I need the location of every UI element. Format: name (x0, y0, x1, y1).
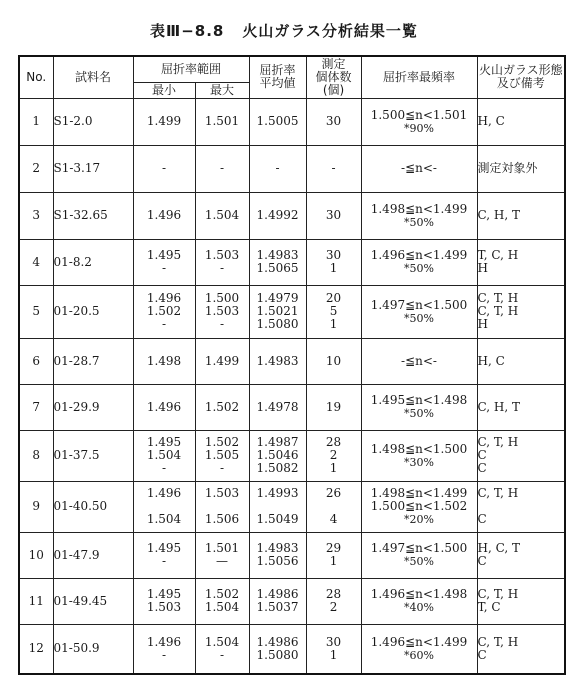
cell-mean (249, 239, 306, 285)
cell-count-line: 1 (329, 317, 338, 331)
cell-min (133, 532, 195, 578)
cell-form-line: T, C, H (477, 248, 519, 262)
cell-min (133, 285, 195, 338)
cell-form-line: C, T, H (477, 291, 519, 305)
cell-mode-line: *60% (404, 648, 434, 662)
cell-min-line: 1.496 (146, 486, 182, 500)
cell-max-line: 1.502 (204, 435, 240, 449)
cell-count-line: 30 (325, 248, 342, 262)
table-row (19, 481, 565, 532)
cell-no: 9 (19, 481, 53, 532)
table-row (19, 285, 565, 338)
cell-count-line: 20 (325, 291, 342, 305)
cell-count-line: 30 (325, 208, 342, 222)
cell-mean-line: 1.5046 (256, 448, 299, 462)
cell-min-line: 1.498 (146, 353, 182, 368)
cell-mean-line: 1.4986 (256, 587, 299, 601)
cell-min-line: 1.495 (146, 587, 182, 601)
header-form (477, 56, 565, 98)
table-row (19, 624, 565, 674)
cell-mean-line: - (275, 161, 280, 175)
cell-mode (361, 338, 477, 384)
cell-max (195, 98, 249, 145)
cell-count (306, 578, 361, 624)
cell-mean-line: 1.4983 (256, 248, 299, 262)
cell-mode-line: *50% (404, 311, 434, 325)
cell-no: 11 (19, 578, 53, 624)
cell-count-line: 19 (325, 399, 342, 414)
cell-sample: S1-3.17 (53, 145, 133, 192)
cell-max-line: 1.503 (204, 486, 240, 500)
cell-min (133, 578, 195, 624)
cell-mode (361, 624, 477, 674)
header-form-line-2: 及び備考 (496, 76, 545, 91)
cell-count (306, 481, 361, 532)
cell-mean-line: 1.4983 (256, 353, 299, 368)
header-max: 最大 (195, 82, 249, 98)
cell-form-line: C, T, H (477, 435, 519, 449)
cell-min-line: 1.504 (146, 512, 182, 526)
cell-mean-line: 1.4979 (256, 291, 299, 305)
cell-mean-line: 1.5080 (256, 647, 299, 662)
cell-count (306, 239, 361, 285)
cell-count (306, 192, 361, 239)
cell-mean-line: 1.5005 (256, 114, 299, 128)
cell-count-line: 29 (325, 541, 342, 555)
cell-min-line: 1.496 (146, 291, 182, 305)
cell-mean (249, 98, 306, 145)
cell-max-line: 1.500 (204, 291, 240, 305)
cell-form-line: C, T, H (477, 304, 519, 318)
cell-mode-line: 1.496≦n<1.498 (370, 587, 468, 601)
table-row (19, 430, 565, 481)
cell-no: 2 (19, 145, 53, 192)
cell-mode-line: -≦n<- (401, 161, 437, 175)
table-row (19, 145, 565, 192)
cell-mode-line: *20% (404, 513, 434, 526)
cell-form-line (478, 500, 565, 513)
cell-mode (361, 481, 477, 532)
cell-mode-line: *50% (404, 262, 434, 275)
cell-form (477, 532, 565, 578)
cell-max (195, 239, 249, 285)
header-count (306, 56, 361, 98)
cell-form-line: T, C (477, 600, 501, 614)
cell-min-line: 1.495 (146, 541, 182, 555)
cell-min-line: - (161, 317, 167, 331)
cell-mean-line: 1.5080 (256, 317, 299, 331)
cell-max-line: 1.505 (204, 448, 240, 462)
cell-max-line: — (216, 554, 228, 568)
cell-max-line: 1.506 (204, 512, 240, 526)
cell-form-line: C, H, T (477, 208, 520, 222)
cell-form-line: H (477, 261, 488, 275)
table-row (19, 239, 565, 285)
cell-mode-line: 1.496≦n<1.499 (370, 634, 468, 649)
cell-min-line: 1.503 (146, 600, 182, 614)
cell-no: 8 (19, 430, 53, 481)
table-title (0, 20, 568, 41)
cell-sample: 01-50.9 (53, 624, 133, 674)
cell-count (306, 624, 361, 674)
cell-form (477, 578, 565, 624)
cell-mean (249, 624, 306, 674)
cell-form-line: C (477, 448, 487, 462)
cell-mean-line: 1.4993 (256, 486, 299, 500)
cell-count-line: 1 (329, 461, 338, 475)
cell-mode-line: 1.498≦n<1.499 (370, 486, 468, 500)
cell-no: 5 (19, 285, 53, 338)
cell-form-line: C, T, H (477, 634, 519, 649)
cell-form-line: H, C (477, 114, 505, 128)
table-caption: 火山ガラス分析結果一覧 (242, 22, 418, 40)
cell-count (306, 430, 361, 481)
cell-max-line: 1.502 (204, 587, 240, 601)
cell-count-line: 1 (329, 647, 338, 662)
cell-form (477, 384, 565, 430)
cell-mode-line: 1.497≦n<1.500 (370, 541, 468, 555)
cell-mode-line: 1.500≦n<1.502 (370, 499, 468, 513)
cell-mean (249, 384, 306, 430)
cell-max-line: 1.499 (204, 353, 240, 368)
cell-mode (361, 192, 477, 239)
cell-mode-line: 1.497≦n<1.500 (370, 297, 468, 312)
header-count-line-2: 個体数 (315, 69, 352, 84)
header-no: No. (19, 56, 53, 98)
cell-mean-line: 1.4992 (256, 208, 299, 222)
cell-mode-line: 1.498≦n<1.500 (370, 441, 468, 456)
cell-max (195, 384, 249, 430)
cell-mean-line: 1.5082 (256, 461, 299, 475)
cell-min-line: - (161, 461, 167, 475)
cell-count (306, 338, 361, 384)
cell-min-line: - (161, 261, 167, 275)
cell-form-line: C (477, 647, 487, 662)
cell-count (306, 532, 361, 578)
cell-max-line: - (219, 161, 225, 175)
cell-min-line: - (161, 647, 167, 662)
header-mean-line-2: 平均値 (259, 76, 296, 91)
cell-min-line: 1.496 (146, 399, 182, 414)
cell-sample: S1-32.65 (53, 192, 133, 239)
cell-mode-line: 1.498≦n<1.499 (370, 201, 468, 216)
cell-count-line: 4 (329, 512, 338, 526)
cell-count-line: 2 (329, 600, 338, 614)
cell-form-line: C, T, H (477, 486, 519, 500)
cell-mean (249, 532, 306, 578)
cell-sample: 01-47.9 (53, 532, 133, 578)
cell-mode-line: *50% (404, 215, 434, 229)
cell-max-line: 1.504 (204, 600, 240, 614)
header-form-line-1: 火山ガラス形態 (478, 63, 563, 78)
cell-no: 1 (19, 98, 53, 145)
cell-form (477, 192, 565, 239)
header-mean (249, 56, 306, 98)
cell-count-line: 26 (325, 486, 342, 500)
cell-max-line: 1.501 (204, 114, 240, 128)
cell-mode-line: *90% (404, 121, 434, 135)
cell-min (133, 430, 195, 481)
header-count-line-1: 測定 (321, 56, 346, 71)
cell-mean (249, 145, 306, 192)
table-row (19, 192, 565, 239)
cell-form-line: C (477, 554, 487, 568)
cell-sample: 01-29.9 (53, 384, 133, 430)
cell-mean (249, 285, 306, 338)
table-row (19, 98, 565, 145)
cell-max (195, 532, 249, 578)
cell-min-line: 1.499 (146, 114, 182, 128)
cell-mean (249, 338, 306, 384)
cell-no: 4 (19, 239, 53, 285)
cell-form (477, 338, 565, 384)
cell-form-line: H (477, 317, 488, 331)
cell-mode-line: 1.496≦n<1.499 (370, 248, 468, 262)
cell-min-line: 1.502 (146, 304, 182, 318)
cell-form-line: C (477, 461, 487, 475)
cell-mode-line: *30% (404, 455, 434, 469)
cell-count-line: 1 (329, 261, 338, 275)
cell-mean (249, 578, 306, 624)
cell-form (477, 285, 565, 338)
table-code: 表Ⅲ−8.8 (150, 22, 225, 40)
cell-max-line: 1.504 (204, 634, 240, 649)
cell-form-line: C, T, H (477, 587, 519, 601)
cell-count-line: 2 (329, 448, 338, 462)
cell-max-line: - (219, 647, 225, 662)
cell-sample: 01-28.7 (53, 338, 133, 384)
cell-max-line: - (219, 461, 225, 475)
header-sample: 試料名 (53, 56, 133, 98)
header-count-line-3: (個) (322, 82, 345, 97)
cell-max-line: 1.504 (204, 208, 240, 222)
cell-max (195, 430, 249, 481)
cell-mean-line: 1.5056 (256, 554, 299, 568)
cell-count-line: 28 (325, 435, 342, 449)
cell-mean-line: 1.4986 (256, 634, 299, 649)
cell-min (133, 145, 195, 192)
cell-form-line: H, C (477, 353, 505, 368)
cell-min (133, 192, 195, 239)
cell-mode-line: *50% (404, 407, 434, 420)
cell-mode (361, 578, 477, 624)
cell-form (477, 481, 565, 532)
cell-min (133, 384, 195, 430)
header-min: 最小 (133, 82, 195, 98)
header-mean-line-1: 屈折率 (259, 63, 296, 78)
cell-sample: S1-2.0 (53, 98, 133, 145)
cell-max (195, 285, 249, 338)
cell-max (195, 578, 249, 624)
cell-mean-line: 1.4978 (256, 399, 299, 414)
cell-form-line: C (477, 512, 487, 526)
cell-max-line: - (219, 261, 225, 275)
cell-form-line: C, H, T (477, 399, 520, 414)
cell-no: 12 (19, 624, 53, 674)
cell-mode (361, 384, 477, 430)
cell-mode (361, 430, 477, 481)
cell-mode (361, 239, 477, 285)
cell-form-line: H, C, T (477, 541, 520, 555)
cell-form (477, 624, 565, 674)
cell-min (133, 338, 195, 384)
cell-count (306, 98, 361, 145)
cell-form (477, 430, 565, 481)
cell-mode (361, 532, 477, 578)
cell-sample: 01-8.2 (53, 239, 133, 285)
cell-max-line: 1.502 (204, 399, 240, 414)
cell-count (306, 384, 361, 430)
cell-max (195, 624, 249, 674)
cell-mean-line: 1.5049 (256, 512, 299, 526)
cell-min-line: 1.495 (146, 435, 182, 449)
cell-max-line: 1.503 (204, 304, 240, 318)
cell-count-line: 1 (329, 554, 338, 568)
cell-min (133, 481, 195, 532)
cell-min-line: 1.495 (146, 248, 182, 262)
cell-sample: 01-40.50 (53, 481, 133, 532)
cell-max-line: 1.503 (204, 248, 240, 262)
cell-count-line: 10 (325, 353, 342, 368)
cell-mode (361, 98, 477, 145)
cell-min-line: 1.504 (146, 448, 182, 462)
cell-mode (361, 145, 477, 192)
cell-count (306, 145, 361, 192)
cell-mode-line: *50% (404, 555, 434, 568)
cell-mean-line: 1.4983 (256, 541, 299, 555)
cell-mean-line: 1.4987 (256, 435, 299, 449)
cell-min (133, 624, 195, 674)
cell-mode-line: *40% (404, 601, 434, 614)
cell-mode-line: 1.500≦n<1.501 (370, 107, 468, 122)
table-row (19, 384, 565, 430)
cell-sample: 01-20.5 (53, 285, 133, 338)
cell-mean (249, 481, 306, 532)
cell-min-line: - (161, 161, 167, 175)
table-row (19, 578, 565, 624)
cell-form (477, 239, 565, 285)
cell-max (195, 192, 249, 239)
table-row (19, 532, 565, 578)
cell-mean-line: 1.5021 (256, 304, 299, 318)
glass-analysis-table (18, 55, 566, 675)
cell-mode (361, 285, 477, 338)
cell-mean-line: 1.5037 (256, 600, 299, 614)
cell-count-line: 5 (329, 304, 338, 318)
cell-min (133, 239, 195, 285)
cell-max (195, 481, 249, 532)
cell-mean (249, 192, 306, 239)
cell-form (477, 145, 565, 192)
cell-count-line: 30 (325, 114, 342, 128)
cell-no: 7 (19, 384, 53, 430)
cell-count-line: 28 (325, 587, 342, 601)
header-mode: 屈折率最頻率 (361, 56, 477, 98)
header-range: 屈折率範囲 (133, 56, 249, 82)
cell-min-line: 1.496 (146, 208, 182, 222)
cell-count-line: 30 (325, 634, 342, 649)
cell-min-line: - (161, 554, 167, 568)
cell-max (195, 145, 249, 192)
cell-mean-line: 1.5065 (256, 261, 299, 275)
cell-no: 6 (19, 338, 53, 384)
cell-form-line: 測定対象外 (477, 161, 538, 175)
cell-max-line: - (219, 317, 225, 331)
cell-mean (249, 430, 306, 481)
cell-max-line: 1.501 (204, 541, 240, 555)
cell-no: 3 (19, 192, 53, 239)
cell-min (133, 98, 195, 145)
table-row (19, 338, 565, 384)
cell-count-line: - (331, 161, 336, 175)
cell-min-line: 1.496 (146, 634, 182, 649)
cell-max (195, 338, 249, 384)
cell-sample: 01-49.45 (53, 578, 133, 624)
cell-no: 10 (19, 532, 53, 578)
cell-mode-line: 1.495≦n<1.498 (370, 393, 468, 407)
cell-count (306, 285, 361, 338)
cell-mode-line: -≦n<- (401, 353, 437, 368)
cell-form (477, 98, 565, 145)
cell-sample: 01-37.5 (53, 430, 133, 481)
